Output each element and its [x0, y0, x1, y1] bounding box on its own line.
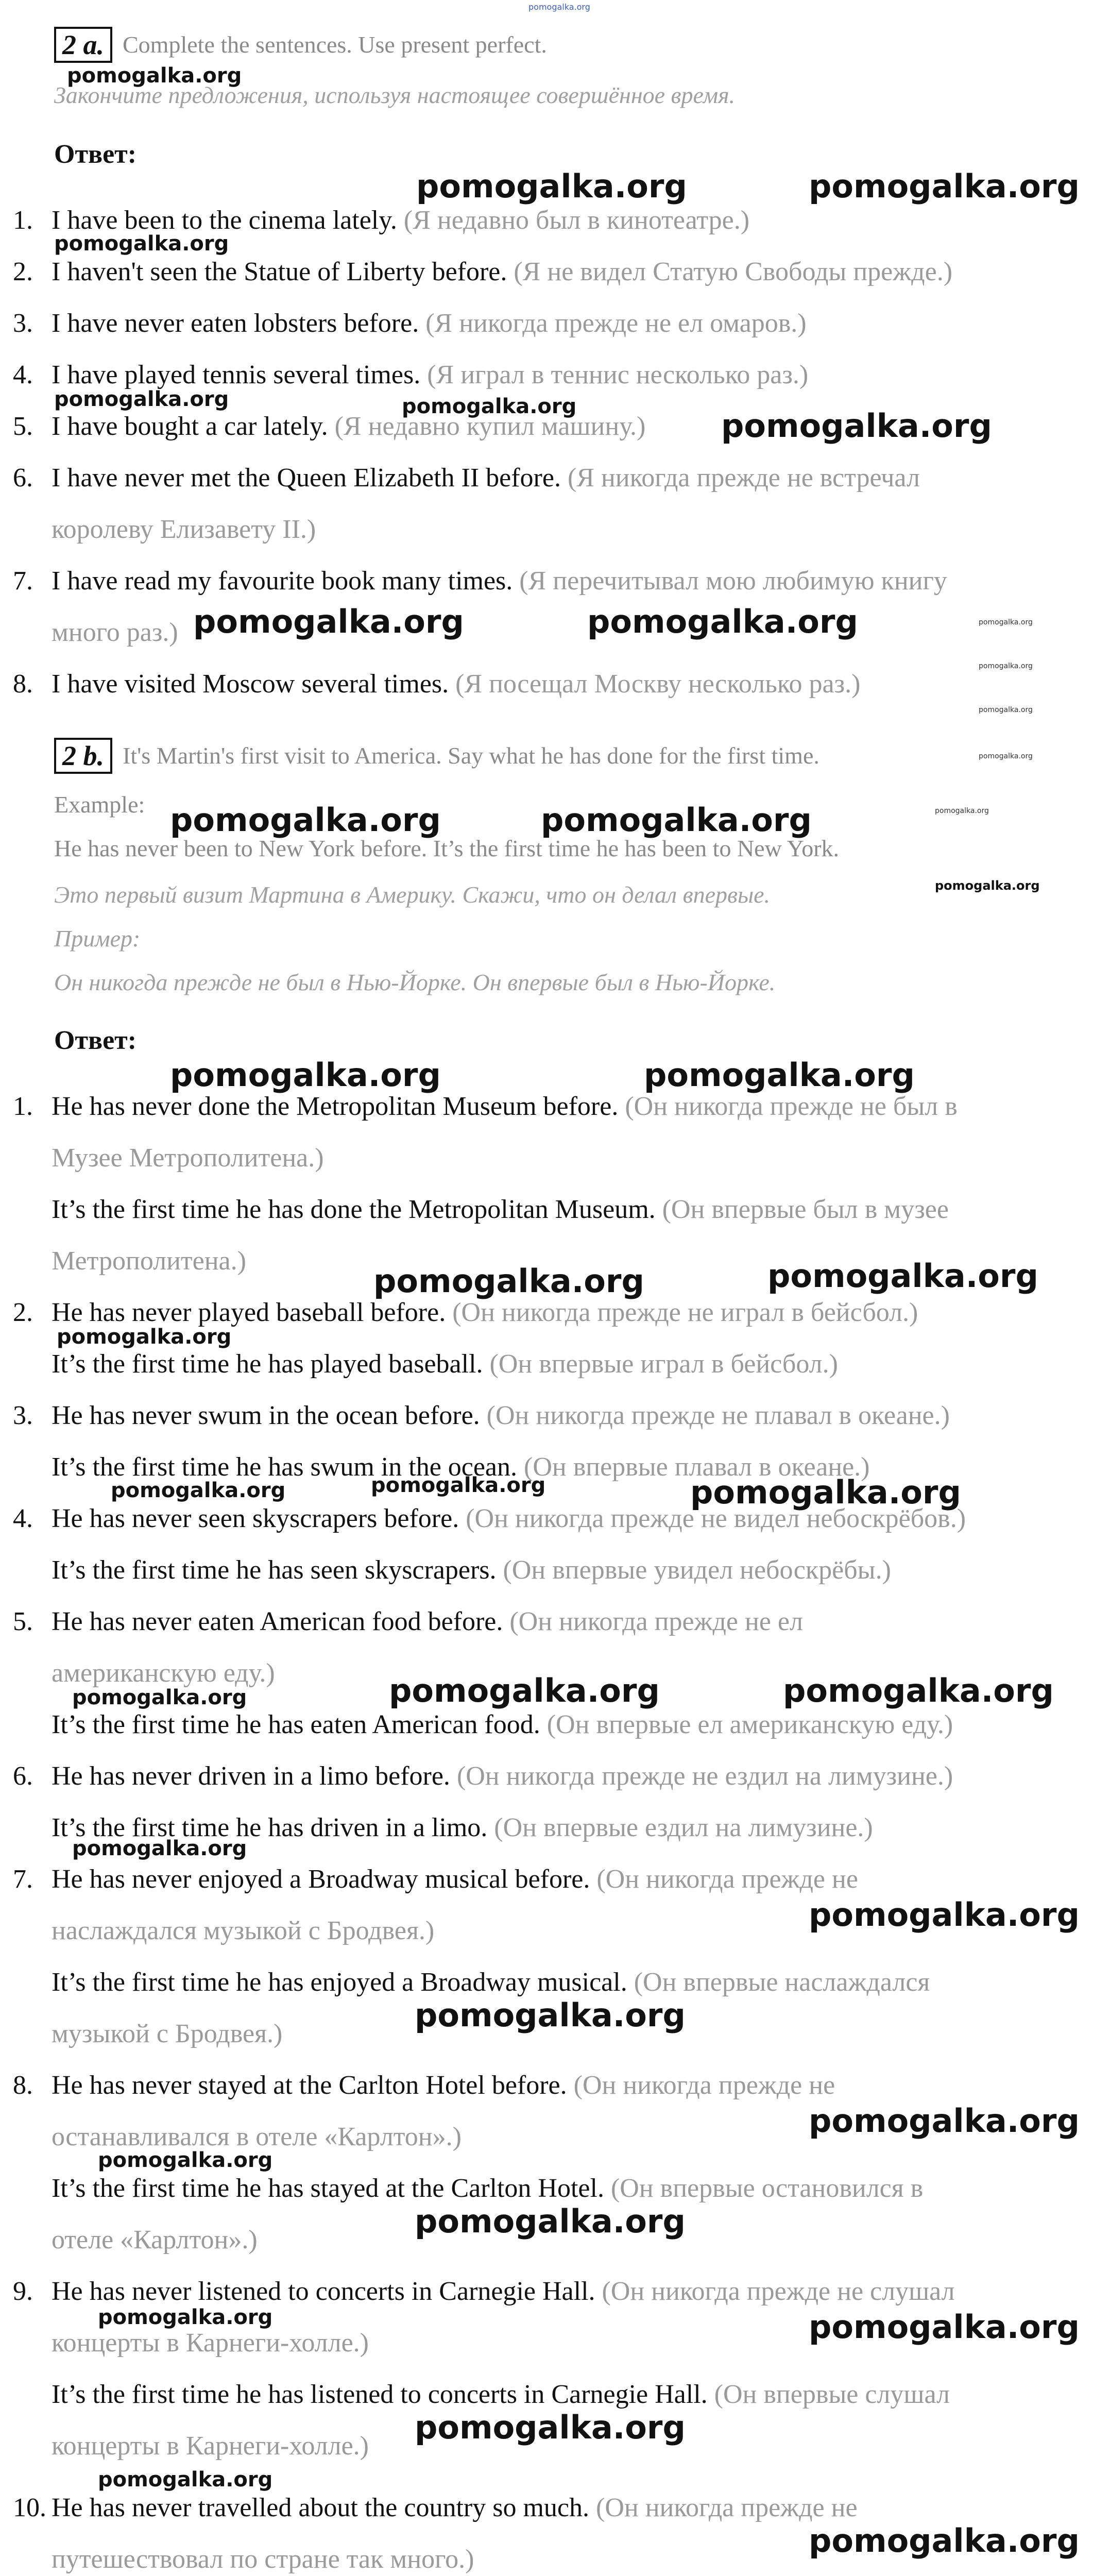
- translation-continued: Музее Метрополитена.): [52, 1143, 324, 1173]
- translation: (Он никогда прежде не: [596, 1865, 858, 1894]
- sentence: It’s the first time he has swum in the ocean.: [52, 1452, 518, 1482]
- item-number: 7.: [13, 566, 33, 596]
- example-text: He has never been to New York before. It’s the first time he has been to New York.: [54, 835, 840, 861]
- sentence: He has never played baseball before.: [52, 1298, 446, 1327]
- translation: (Я перечитывал мою любимую книгу: [519, 566, 947, 596]
- sentence: It’s the first time he has stayed at the Carlton Hotel.: [52, 2174, 604, 2203]
- sentence: I have bought a car lately.: [52, 412, 328, 441]
- watermark: pomogalka.org: [402, 395, 577, 418]
- item-number: 4.: [13, 1504, 33, 1533]
- exercise-2b-instruction: It's Martin's first visit to America. Say what he has done for the first time.: [123, 742, 819, 769]
- watermark: pomogalka.org: [98, 2468, 273, 2492]
- translation: (Он впервые плавал в океане.): [524, 1452, 870, 1482]
- translation-continued: музыкой с Бродвея.): [52, 2019, 283, 2048]
- translation: (Он впервые играл в бейсбол.): [489, 1349, 838, 1379]
- example-label-ru: Пример:: [54, 925, 141, 952]
- sentence: I haven't seen the Statue of Liberty before.: [52, 257, 507, 286]
- item-number: 2.: [13, 257, 33, 286]
- sentence: I have played tennis several times.: [52, 360, 421, 389]
- item-number: 5.: [13, 1607, 33, 1636]
- sentence: He has never swum in the ocean before.: [52, 1401, 480, 1430]
- item-text: [52, 1493, 966, 1545]
- item-text: [52, 452, 920, 504]
- translation: (Он никогда прежде не видел небоскрёбов.): [466, 1504, 966, 1533]
- watermark: pomogalka.org: [935, 878, 1040, 893]
- watermark: pomogalka.org: [979, 662, 1033, 670]
- translation: (Я никогда прежде не встречал: [567, 463, 920, 493]
- watermark: pomogalka.org: [979, 618, 1033, 626]
- item-text: [52, 658, 860, 710]
- sentence: He has never listened to concerts in Carnegie Hall.: [52, 2277, 595, 2306]
- translation: (Он никогда прежде не: [573, 2071, 835, 2100]
- translation: (Я недавно купил машину.): [334, 412, 646, 441]
- translation-continued: Метрополитена.): [52, 1246, 246, 1276]
- sentence: He has never stayed at the Carlton Hotel before.: [52, 2071, 567, 2100]
- watermark: pomogalka.org: [415, 2409, 686, 2446]
- translation: (Он впервые был в музее: [662, 1195, 949, 1224]
- watermark: pomogalka.org: [979, 752, 1033, 760]
- translation-continued: много раз.): [52, 618, 178, 647]
- watermark: pomogalka.org: [371, 1473, 546, 1497]
- item-number: 10.: [13, 2493, 46, 2522]
- item-text: [52, 2482, 858, 2534]
- translation: (Я недавно был в кинотеатре.): [403, 206, 750, 235]
- watermark: pomogalka.org: [809, 167, 1080, 205]
- sentence: He has never travelled about the country so much.: [52, 2493, 589, 2522]
- exercise-2b-instruction-ru: Это первый визит Мартина в Америку. Скажи, что он делал впервые.: [54, 882, 771, 908]
- item-text: [52, 2060, 835, 2111]
- sentence: I have visited Moscow several times.: [52, 669, 449, 699]
- item-text: [52, 1751, 953, 1802]
- watermark: pomogalka.org: [373, 1262, 644, 1300]
- watermark: pomogalka.org: [783, 1672, 1054, 1709]
- item-text: [52, 246, 952, 298]
- translation-continued: наслаждался музыкой с Бродвея.): [52, 1916, 435, 1945]
- translation: (Он впервые слушал: [714, 2380, 950, 2409]
- translation: (Он впервые ел американскую еду.): [546, 1710, 953, 1739]
- exercise-2b-label: 2 b.: [54, 738, 112, 774]
- sentence: It’s the first time he has done the Metropolitan Museum.: [52, 1195, 656, 1224]
- item-number: 1.: [13, 206, 33, 235]
- watermark: pomogalka.org: [690, 1473, 961, 1511]
- translation: (Я посещал Москву несколько раз.): [455, 669, 861, 699]
- sentence: I have been to the cinema lately.: [52, 206, 397, 235]
- item-text-second: [52, 1545, 891, 1596]
- watermark: pomogalka.org: [721, 407, 992, 445]
- watermark: pomogalka.org: [541, 801, 812, 839]
- item-number: 5.: [13, 412, 33, 441]
- translation: (Я никогда прежде не ел омаров.): [425, 309, 807, 338]
- sentence: It’s the first time he has listened to concerts in Carnegie Hall.: [52, 2380, 708, 2409]
- watermark: pomogalka.org: [72, 1837, 247, 1860]
- item-text: [52, 1390, 950, 1442]
- answer-label: Ответ:: [54, 1026, 137, 1055]
- translation: (Он впервые остановился в: [610, 2174, 924, 2203]
- watermark: pomogalka.org: [72, 1686, 247, 1709]
- exercise-2a-label: 2 a.: [54, 27, 112, 63]
- item-number: 2.: [13, 1298, 33, 1327]
- watermark: pomogalka.org: [979, 706, 1033, 714]
- answer-label: Ответ:: [54, 140, 137, 169]
- translation: (Он впервые наслаждался: [634, 1968, 930, 1997]
- sentence: He has never seen skyscrapers before.: [52, 1504, 459, 1533]
- example-label: Example:: [54, 791, 145, 818]
- item-text: [52, 1596, 803, 1648]
- translation: (Он никогда прежде не ел: [509, 1607, 803, 1636]
- watermark: pomogalka.org: [54, 387, 229, 411]
- watermark: pomogalka.org: [528, 2, 590, 12]
- exercise-2a-instruction-ru: Закончите предложения, используя настоящее совершённое время.: [54, 82, 736, 108]
- translation: (Я не видел Статую Свободы прежде.): [514, 257, 953, 286]
- watermark: pomogalka.org: [193, 603, 464, 640]
- watermark: pomogalka.org: [54, 232, 229, 256]
- sentence: It’s the first time he has eaten American food.: [52, 1710, 540, 1739]
- item-text: [52, 1081, 958, 1132]
- item-number: 4.: [13, 360, 33, 389]
- translation: (Он впервые ездил на лимузине.): [494, 1813, 873, 1842]
- sentence: He has never eaten American food before.: [52, 1607, 503, 1636]
- watermark: pomogalka.org: [767, 1257, 1038, 1295]
- item-number: 3.: [13, 1401, 33, 1430]
- item-number: 7.: [13, 1865, 33, 1894]
- item-number: 1.: [13, 1092, 33, 1121]
- watermark: pomogalka.org: [389, 1672, 660, 1709]
- watermark: pomogalka.org: [809, 2308, 1080, 2346]
- watermark: pomogalka.org: [111, 1479, 286, 1502]
- watermark: pomogalka.org: [170, 1056, 441, 1094]
- translation-continued: концерты в Карнеги-холле.): [52, 2431, 369, 2461]
- sentence: It’s the first time he has driven in a limo.: [52, 1813, 488, 1842]
- sentence: It’s the first time he has enjoyed a Broadway musical.: [52, 1968, 627, 1997]
- translation-continued: останавливался в отеле «Карлтон».): [52, 2122, 462, 2151]
- item-text: [52, 1854, 858, 1905]
- watermark: pomogalka.org: [170, 801, 441, 839]
- exercise-2a-instruction: Complete the sentences. Use present perfect.: [123, 31, 547, 58]
- translation: (Он никогда прежде не плавал в океане.): [486, 1401, 950, 1430]
- watermark: pomogalka.org: [415, 1996, 686, 2034]
- watermark: pomogalka.org: [809, 1896, 1080, 1934]
- translation-continued: американскую еду.): [52, 1658, 275, 1688]
- sentence: It’s the first time he has played baseball.: [52, 1349, 483, 1379]
- translation-continued: путешествовал по стране так много.): [52, 2545, 474, 2574]
- watermark: pomogalka.org: [415, 2202, 686, 2240]
- translation: (Он никогда прежде не был в: [625, 1092, 958, 1121]
- translation: (Он впервые увидел небоскрёбы.): [503, 1555, 891, 1585]
- watermark: pomogalka.org: [57, 1325, 232, 1349]
- translation: (Я играл в теннис несколько раз.): [427, 360, 809, 389]
- item-text: [52, 555, 947, 607]
- sentence: He has never done the Metropolitan Museum before.: [52, 1092, 619, 1121]
- watermark: pomogalka.org: [98, 2306, 273, 2329]
- watermark: pomogalka.org: [935, 807, 989, 815]
- translation-continued: отеле «Карлтон».): [52, 2225, 258, 2255]
- sentence: He has never enjoyed a Broadway musical before.: [52, 1865, 590, 1894]
- item-number: 6.: [13, 1761, 33, 1791]
- watermark: pomogalka.org: [587, 603, 858, 640]
- sentence: I have never met the Queen Elizabeth II before.: [52, 463, 561, 493]
- translation: (Он никогда прежде не ездил на лимузине.): [456, 1761, 953, 1791]
- item-number: 8.: [13, 2071, 33, 2100]
- translation-continued: концерты в Карнеги-холле.): [52, 2328, 369, 2358]
- translation: (Он никогда прежде не играл в бейсбол.): [452, 1298, 918, 1327]
- watermark: pomogalka.org: [809, 2102, 1080, 2140]
- item-number: 8.: [13, 669, 33, 699]
- translation: (Он никогда прежде не слушал: [602, 2277, 955, 2306]
- watermark: pomogalka.org: [809, 2522, 1080, 2560]
- item-text-second: [52, 1184, 949, 1235]
- watermark: pomogalka.org: [67, 64, 242, 88]
- item-number: 6.: [13, 463, 33, 493]
- item-number: 3.: [13, 309, 33, 338]
- sentence: I have never eaten lobsters before.: [52, 309, 419, 338]
- translation: (Он никогда прежде не: [596, 2493, 858, 2522]
- watermark: pomogalka.org: [416, 167, 687, 205]
- item-number: 9.: [13, 2277, 33, 2306]
- translation-continued: королеву Елизавету II.): [52, 515, 316, 544]
- sentence: He has never driven in a limo before.: [52, 1761, 450, 1791]
- sentence: It’s the first time he has seen skyscrapers.: [52, 1555, 497, 1585]
- item-text: [52, 298, 807, 349]
- watermark: pomogalka.org: [644, 1056, 915, 1094]
- watermark: pomogalka.org: [98, 2148, 273, 2172]
- sentence: I have read my favourite book many times.: [52, 566, 513, 596]
- example-text-ru: Он никогда прежде не был в Нью-Йорке. Он впервые был в Нью-Йорке.: [54, 969, 776, 995]
